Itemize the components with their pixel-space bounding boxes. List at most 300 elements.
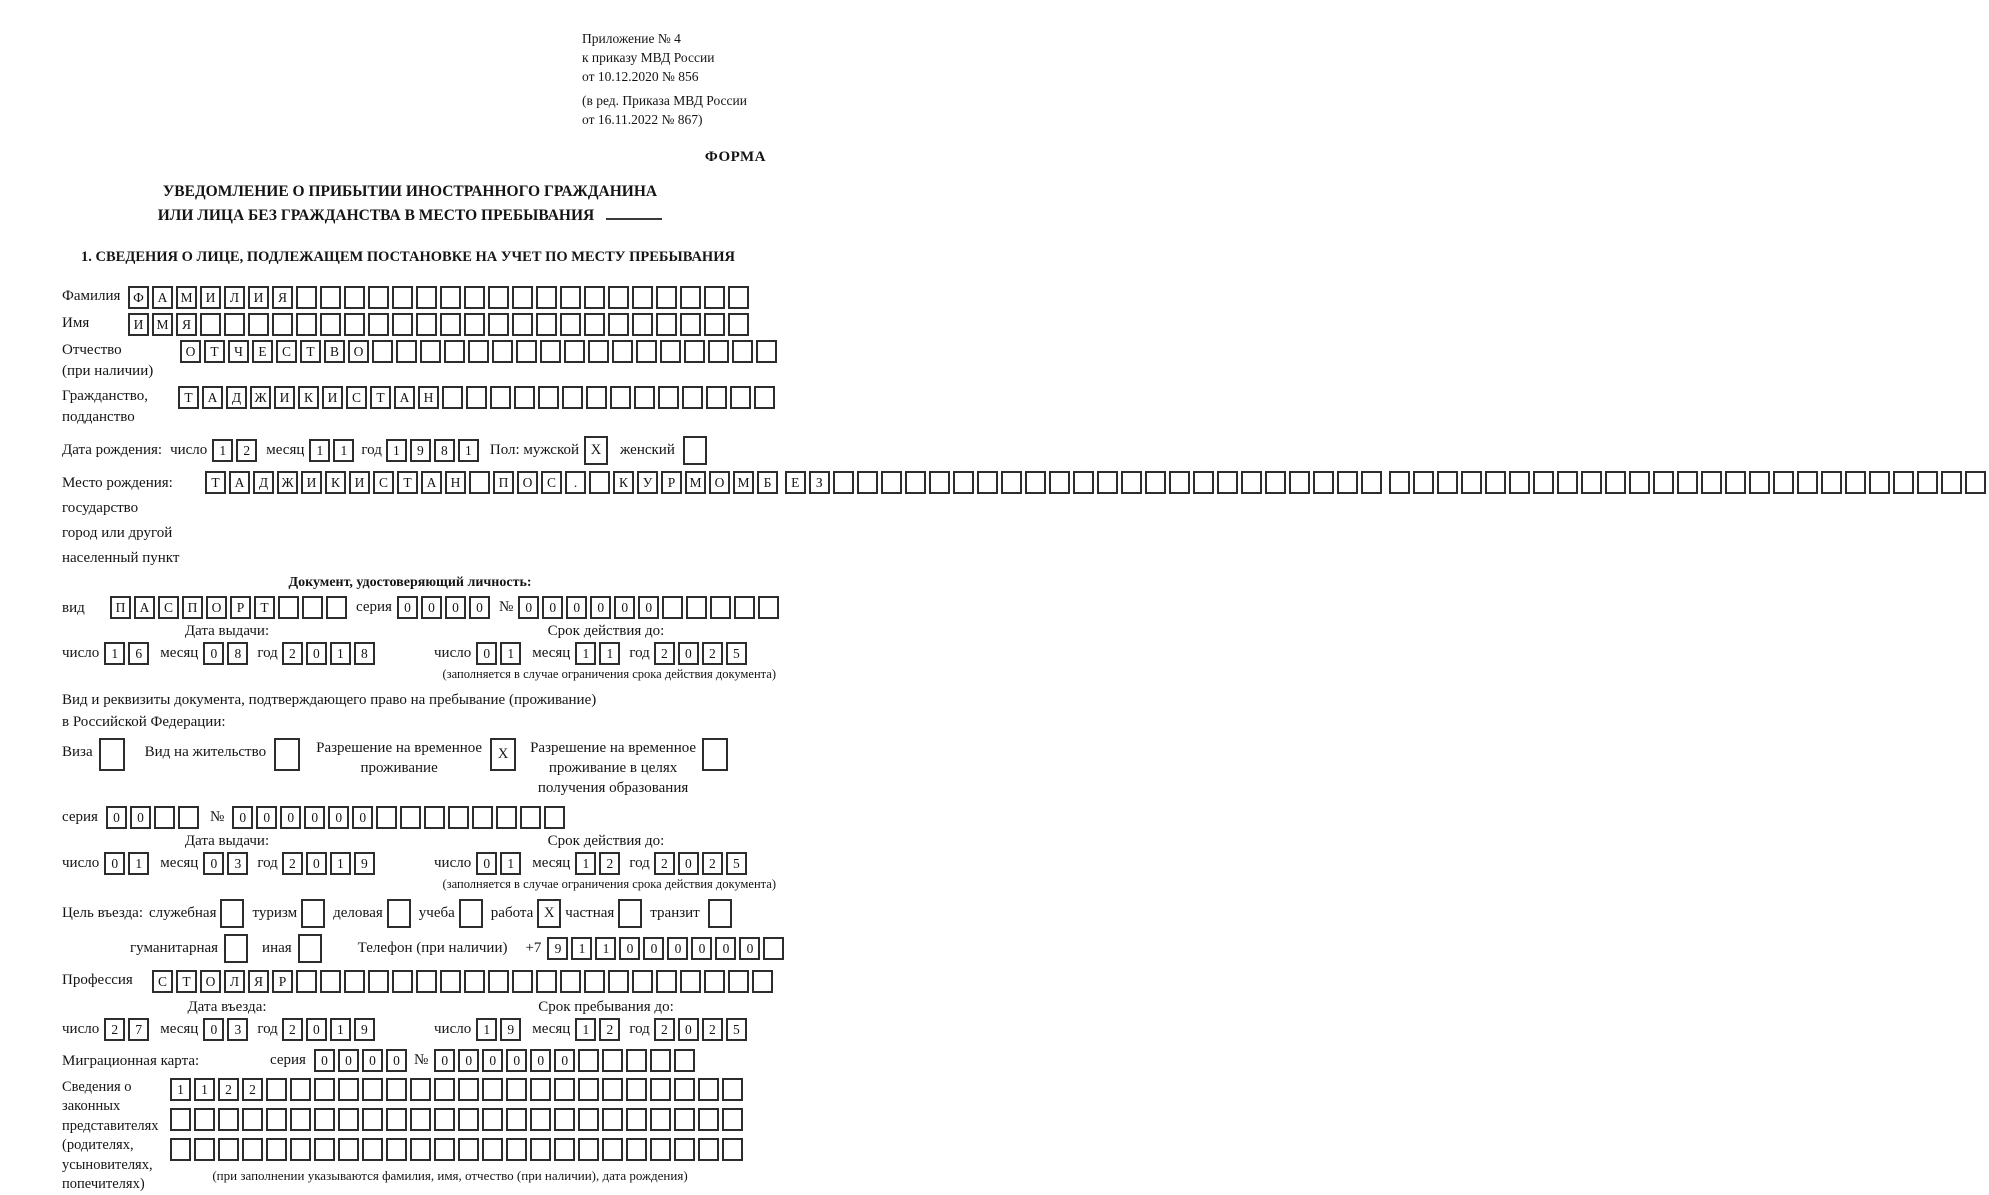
char-box[interactable]: А bbox=[229, 471, 250, 494]
char-box[interactable] bbox=[756, 340, 777, 363]
char-box[interactable]: Ж bbox=[277, 471, 298, 494]
char-box[interactable]: 1 bbox=[599, 642, 620, 665]
purpose-business-checkbox[interactable] bbox=[387, 899, 411, 928]
char-box[interactable] bbox=[338, 1078, 359, 1101]
stay-month[interactable] bbox=[575, 1018, 623, 1041]
char-box[interactable]: 9 bbox=[500, 1018, 521, 1041]
char-box[interactable] bbox=[194, 1108, 215, 1131]
char-box[interactable]: 0 bbox=[232, 806, 253, 829]
residence-valid-year[interactable] bbox=[654, 852, 750, 875]
char-box[interactable] bbox=[420, 340, 441, 363]
char-box[interactable] bbox=[706, 386, 727, 409]
char-box[interactable]: 1 bbox=[330, 852, 351, 875]
char-box[interactable] bbox=[266, 1138, 287, 1161]
char-box[interactable] bbox=[536, 286, 557, 309]
char-box[interactable] bbox=[296, 970, 317, 993]
char-box[interactable]: 1 bbox=[575, 852, 596, 875]
char-box[interactable] bbox=[464, 286, 485, 309]
char-box[interactable] bbox=[650, 1078, 671, 1101]
char-box[interactable] bbox=[660, 340, 681, 363]
identity-valid-year[interactable] bbox=[654, 642, 750, 665]
char-box[interactable]: 0 bbox=[203, 1018, 224, 1041]
char-box[interactable] bbox=[440, 286, 461, 309]
purpose-official-checkbox[interactable] bbox=[220, 899, 244, 928]
char-box[interactable] bbox=[754, 386, 775, 409]
char-box[interactable] bbox=[578, 1049, 599, 1072]
char-box[interactable] bbox=[680, 970, 701, 993]
char-box[interactable] bbox=[362, 1078, 383, 1101]
char-box[interactable]: 1 bbox=[333, 439, 354, 462]
char-box[interactable] bbox=[338, 1138, 359, 1161]
char-box[interactable] bbox=[1485, 471, 1506, 494]
char-box[interactable] bbox=[602, 1078, 623, 1101]
char-box[interactable]: 0 bbox=[691, 937, 712, 960]
char-box[interactable]: 2 bbox=[282, 642, 303, 665]
char-box[interactable] bbox=[440, 970, 461, 993]
char-box[interactable]: 1 bbox=[386, 439, 407, 462]
char-box[interactable] bbox=[680, 286, 701, 309]
char-box[interactable]: Т bbox=[300, 340, 321, 363]
char-box[interactable] bbox=[506, 1108, 527, 1131]
char-box[interactable] bbox=[434, 1108, 455, 1131]
char-box[interactable]: Т bbox=[254, 596, 275, 619]
char-box[interactable] bbox=[728, 970, 749, 993]
char-box[interactable] bbox=[170, 1108, 191, 1131]
char-box[interactable] bbox=[320, 286, 341, 309]
char-box[interactable]: 0 bbox=[518, 596, 539, 619]
char-box[interactable]: У bbox=[637, 471, 658, 494]
char-box[interactable] bbox=[368, 970, 389, 993]
identity-kind-boxes[interactable] bbox=[110, 596, 350, 619]
char-box[interactable]: 2 bbox=[654, 642, 675, 665]
char-box[interactable] bbox=[296, 286, 317, 309]
char-box[interactable]: 0 bbox=[338, 1049, 359, 1072]
char-box[interactable] bbox=[626, 1078, 647, 1101]
residence-issue-month[interactable] bbox=[203, 852, 251, 875]
char-box[interactable]: 0 bbox=[667, 937, 688, 960]
char-box[interactable]: 1 bbox=[476, 1018, 497, 1041]
purpose-humanitarian-checkbox[interactable] bbox=[224, 934, 248, 963]
char-box[interactable]: А bbox=[421, 471, 442, 494]
char-box[interactable]: 2 bbox=[104, 1018, 125, 1041]
char-box[interactable] bbox=[560, 313, 581, 336]
phone-boxes[interactable] bbox=[547, 937, 787, 960]
char-box[interactable]: О bbox=[348, 340, 369, 363]
char-box[interactable] bbox=[1389, 471, 1410, 494]
char-box[interactable] bbox=[154, 806, 175, 829]
char-box[interactable]: 0 bbox=[476, 642, 497, 665]
char-box[interactable] bbox=[488, 970, 509, 993]
char-box[interactable]: Е bbox=[785, 471, 806, 494]
char-box[interactable] bbox=[722, 1108, 743, 1131]
char-box[interactable]: 9 bbox=[410, 439, 431, 462]
char-box[interactable]: Т bbox=[176, 970, 197, 993]
char-box[interactable]: П bbox=[493, 471, 514, 494]
char-box[interactable]: 9 bbox=[354, 852, 375, 875]
char-box[interactable] bbox=[530, 1108, 551, 1131]
char-box[interactable] bbox=[386, 1108, 407, 1131]
char-box[interactable]: Р bbox=[272, 970, 293, 993]
char-box[interactable] bbox=[170, 1138, 191, 1161]
char-box[interactable] bbox=[554, 1108, 575, 1131]
char-box[interactable] bbox=[857, 471, 878, 494]
char-box[interactable] bbox=[1653, 471, 1674, 494]
char-box[interactable]: 1 bbox=[194, 1078, 215, 1101]
char-box[interactable] bbox=[314, 1108, 335, 1131]
char-box[interactable] bbox=[290, 1138, 311, 1161]
citizenship-boxes[interactable] bbox=[178, 386, 778, 409]
char-box[interactable]: Ч bbox=[228, 340, 249, 363]
char-box[interactable] bbox=[290, 1108, 311, 1131]
char-box[interactable] bbox=[488, 313, 509, 336]
char-box[interactable] bbox=[929, 471, 950, 494]
char-box[interactable] bbox=[472, 806, 493, 829]
char-box[interactable] bbox=[326, 596, 347, 619]
char-box[interactable]: 0 bbox=[566, 596, 587, 619]
char-box[interactable] bbox=[704, 286, 725, 309]
char-box[interactable]: М bbox=[685, 471, 706, 494]
char-box[interactable] bbox=[674, 1108, 695, 1131]
char-box[interactable]: 0 bbox=[328, 806, 349, 829]
char-box[interactable]: 0 bbox=[397, 596, 418, 619]
char-box[interactable] bbox=[602, 1138, 623, 1161]
char-box[interactable] bbox=[540, 340, 561, 363]
char-box[interactable] bbox=[516, 340, 537, 363]
char-box[interactable] bbox=[626, 1049, 647, 1072]
char-box[interactable] bbox=[400, 806, 421, 829]
char-box[interactable]: 0 bbox=[739, 937, 760, 960]
char-box[interactable] bbox=[722, 1078, 743, 1101]
char-box[interactable]: 2 bbox=[282, 852, 303, 875]
char-box[interactable] bbox=[1169, 471, 1190, 494]
char-box[interactable] bbox=[372, 340, 393, 363]
surname-boxes[interactable] bbox=[128, 286, 752, 309]
edu-residence-checkbox[interactable] bbox=[702, 738, 728, 771]
char-box[interactable]: С bbox=[373, 471, 394, 494]
char-box[interactable] bbox=[434, 1138, 455, 1161]
char-box[interactable] bbox=[1557, 471, 1578, 494]
stay-year[interactable] bbox=[654, 1018, 750, 1041]
char-box[interactable] bbox=[656, 970, 677, 993]
char-box[interactable] bbox=[704, 970, 725, 993]
char-box[interactable]: А bbox=[202, 386, 223, 409]
char-box[interactable] bbox=[1241, 471, 1262, 494]
char-box[interactable] bbox=[833, 471, 854, 494]
char-box[interactable] bbox=[386, 1138, 407, 1161]
char-box[interactable] bbox=[442, 386, 463, 409]
char-box[interactable]: 0 bbox=[476, 852, 497, 875]
char-box[interactable]: 1 bbox=[170, 1078, 191, 1101]
char-box[interactable]: 1 bbox=[330, 642, 351, 665]
char-box[interactable] bbox=[682, 386, 703, 409]
char-box[interactable] bbox=[194, 1138, 215, 1161]
char-box[interactable]: 0 bbox=[306, 1018, 327, 1041]
migration-number-boxes[interactable] bbox=[434, 1049, 698, 1072]
char-box[interactable] bbox=[564, 340, 585, 363]
char-box[interactable]: 1 bbox=[571, 937, 592, 960]
char-box[interactable] bbox=[602, 1108, 623, 1131]
char-box[interactable] bbox=[1725, 471, 1746, 494]
char-box[interactable] bbox=[632, 970, 653, 993]
char-box[interactable]: 0 bbox=[352, 806, 373, 829]
char-box[interactable] bbox=[728, 313, 749, 336]
char-box[interactable] bbox=[386, 1078, 407, 1101]
char-box[interactable] bbox=[662, 596, 683, 619]
char-box[interactable] bbox=[710, 596, 731, 619]
char-box[interactable] bbox=[536, 313, 557, 336]
char-box[interactable] bbox=[1845, 471, 1866, 494]
char-box[interactable] bbox=[1313, 471, 1334, 494]
char-box[interactable] bbox=[200, 313, 221, 336]
char-box[interactable] bbox=[1193, 471, 1214, 494]
name-boxes[interactable] bbox=[128, 313, 752, 336]
char-box[interactable] bbox=[320, 313, 341, 336]
char-box[interactable] bbox=[680, 313, 701, 336]
char-box[interactable]: Ж bbox=[250, 386, 271, 409]
char-box[interactable] bbox=[1265, 471, 1286, 494]
char-box[interactable]: 2 bbox=[599, 1018, 620, 1041]
char-box[interactable] bbox=[626, 1138, 647, 1161]
char-box[interactable] bbox=[1773, 471, 1794, 494]
birth-year-boxes[interactable] bbox=[386, 439, 482, 462]
char-box[interactable] bbox=[562, 386, 583, 409]
char-box[interactable] bbox=[492, 340, 513, 363]
char-box[interactable] bbox=[272, 313, 293, 336]
female-checkbox[interactable] bbox=[683, 436, 707, 465]
char-box[interactable] bbox=[344, 970, 365, 993]
char-box[interactable] bbox=[530, 1078, 551, 1101]
char-box[interactable]: О bbox=[206, 596, 227, 619]
char-box[interactable] bbox=[1797, 471, 1818, 494]
char-box[interactable]: 0 bbox=[542, 596, 563, 619]
char-box[interactable] bbox=[1605, 471, 1626, 494]
char-box[interactable] bbox=[612, 340, 633, 363]
char-box[interactable]: И bbox=[301, 471, 322, 494]
identity-number-boxes[interactable] bbox=[518, 596, 782, 619]
char-box[interactable]: Я bbox=[248, 970, 269, 993]
char-box[interactable]: 8 bbox=[227, 642, 248, 665]
char-box[interactable] bbox=[218, 1138, 239, 1161]
char-box[interactable] bbox=[469, 471, 490, 494]
char-box[interactable] bbox=[362, 1138, 383, 1161]
birth-place-row2[interactable] bbox=[785, 471, 1385, 494]
char-box[interactable]: Я bbox=[176, 313, 197, 336]
char-box[interactable] bbox=[1001, 471, 1022, 494]
char-box[interactable] bbox=[490, 386, 511, 409]
char-box[interactable]: 0 bbox=[314, 1049, 335, 1072]
char-box[interactable] bbox=[589, 471, 610, 494]
char-box[interactable] bbox=[448, 806, 469, 829]
char-box[interactable] bbox=[320, 970, 341, 993]
char-box[interactable]: 2 bbox=[702, 1018, 723, 1041]
char-box[interactable] bbox=[464, 970, 485, 993]
char-box[interactable]: 2 bbox=[702, 642, 723, 665]
char-box[interactable] bbox=[584, 970, 605, 993]
char-box[interactable] bbox=[730, 386, 751, 409]
char-box[interactable]: 0 bbox=[104, 852, 125, 875]
char-box[interactable] bbox=[488, 286, 509, 309]
visa-checkbox[interactable] bbox=[99, 738, 125, 771]
char-box[interactable]: Е bbox=[252, 340, 273, 363]
char-box[interactable] bbox=[266, 1078, 287, 1101]
char-box[interactable]: 1 bbox=[595, 937, 616, 960]
char-box[interactable] bbox=[1629, 471, 1650, 494]
purpose-private-checkbox[interactable] bbox=[618, 899, 642, 928]
char-box[interactable]: 0 bbox=[106, 806, 127, 829]
char-box[interactable] bbox=[1437, 471, 1458, 494]
char-box[interactable]: 2 bbox=[242, 1078, 263, 1101]
representatives-row2[interactable] bbox=[170, 1108, 746, 1131]
birth-month-boxes[interactable] bbox=[309, 439, 357, 462]
char-box[interactable]: 0 bbox=[638, 596, 659, 619]
migration-series-boxes[interactable] bbox=[314, 1049, 410, 1072]
residence-valid-day[interactable] bbox=[476, 852, 524, 875]
char-box[interactable] bbox=[608, 970, 629, 993]
char-box[interactable] bbox=[544, 806, 565, 829]
temp-residence-checkbox[interactable]: X bbox=[490, 738, 516, 771]
char-box[interactable] bbox=[578, 1078, 599, 1101]
char-box[interactable]: М bbox=[733, 471, 754, 494]
char-box[interactable] bbox=[732, 340, 753, 363]
char-box[interactable] bbox=[560, 286, 581, 309]
char-box[interactable]: 0 bbox=[530, 1049, 551, 1072]
char-box[interactable]: 0 bbox=[306, 642, 327, 665]
char-box[interactable]: 0 bbox=[434, 1049, 455, 1072]
char-box[interactable]: 9 bbox=[547, 937, 568, 960]
stay-day[interactable] bbox=[476, 1018, 524, 1041]
char-box[interactable]: К bbox=[613, 471, 634, 494]
char-box[interactable] bbox=[656, 313, 677, 336]
char-box[interactable]: 8 bbox=[354, 642, 375, 665]
char-box[interactable]: 0 bbox=[130, 806, 151, 829]
char-box[interactable]: 0 bbox=[715, 937, 736, 960]
char-box[interactable]: К bbox=[325, 471, 346, 494]
char-box[interactable] bbox=[482, 1138, 503, 1161]
char-box[interactable] bbox=[602, 1049, 623, 1072]
char-box[interactable]: С bbox=[158, 596, 179, 619]
char-box[interactable]: 1 bbox=[458, 439, 479, 462]
char-box[interactable] bbox=[458, 1078, 479, 1101]
char-box[interactable]: 0 bbox=[203, 642, 224, 665]
char-box[interactable] bbox=[416, 286, 437, 309]
char-box[interactable] bbox=[752, 970, 773, 993]
char-box[interactable] bbox=[560, 970, 581, 993]
char-box[interactable] bbox=[1461, 471, 1482, 494]
char-box[interactable] bbox=[977, 471, 998, 494]
char-box[interactable]: 0 bbox=[506, 1049, 527, 1072]
char-box[interactable] bbox=[440, 313, 461, 336]
char-box[interactable] bbox=[698, 1108, 719, 1131]
char-box[interactable]: М bbox=[152, 313, 173, 336]
char-box[interactable] bbox=[610, 386, 631, 409]
char-box[interactable] bbox=[224, 313, 245, 336]
char-box[interactable]: Б bbox=[757, 471, 778, 494]
char-box[interactable] bbox=[1965, 471, 1986, 494]
char-box[interactable] bbox=[410, 1138, 431, 1161]
char-box[interactable] bbox=[458, 1138, 479, 1161]
char-box[interactable] bbox=[1025, 471, 1046, 494]
char-box[interactable] bbox=[290, 1078, 311, 1101]
char-box[interactable]: 0 bbox=[386, 1049, 407, 1072]
char-box[interactable]: Т bbox=[397, 471, 418, 494]
birth-day-boxes[interactable] bbox=[212, 439, 260, 462]
char-box[interactable]: А bbox=[152, 286, 173, 309]
char-box[interactable]: К bbox=[298, 386, 319, 409]
char-box[interactable] bbox=[626, 1108, 647, 1131]
char-box[interactable] bbox=[728, 286, 749, 309]
char-box[interactable]: 0 bbox=[482, 1049, 503, 1072]
char-box[interactable] bbox=[416, 313, 437, 336]
char-box[interactable] bbox=[242, 1108, 263, 1131]
char-box[interactable] bbox=[634, 386, 655, 409]
char-box[interactable] bbox=[512, 286, 533, 309]
char-box[interactable]: П bbox=[182, 596, 203, 619]
char-box[interactable] bbox=[584, 313, 605, 336]
char-box[interactable] bbox=[368, 313, 389, 336]
char-box[interactable] bbox=[608, 313, 629, 336]
char-box[interactable]: О bbox=[709, 471, 730, 494]
char-box[interactable] bbox=[248, 313, 269, 336]
char-box[interactable] bbox=[1337, 471, 1358, 494]
char-box[interactable]: А bbox=[134, 596, 155, 619]
char-box[interactable] bbox=[650, 1108, 671, 1131]
char-box[interactable]: И bbox=[128, 313, 149, 336]
char-box[interactable] bbox=[650, 1138, 671, 1161]
char-box[interactable] bbox=[396, 340, 417, 363]
char-box[interactable]: С bbox=[152, 970, 173, 993]
char-box[interactable]: 1 bbox=[104, 642, 125, 665]
char-box[interactable] bbox=[362, 1108, 383, 1131]
char-box[interactable]: М bbox=[176, 286, 197, 309]
char-box[interactable]: С bbox=[276, 340, 297, 363]
char-box[interactable] bbox=[1217, 471, 1238, 494]
char-box[interactable] bbox=[506, 1138, 527, 1161]
char-box[interactable] bbox=[658, 386, 679, 409]
char-box[interactable] bbox=[554, 1138, 575, 1161]
male-checkbox[interactable]: X bbox=[584, 436, 608, 465]
profession-boxes[interactable] bbox=[152, 970, 776, 993]
char-box[interactable]: И bbox=[200, 286, 221, 309]
char-box[interactable] bbox=[392, 313, 413, 336]
entry-year[interactable] bbox=[282, 1018, 378, 1041]
char-box[interactable] bbox=[1097, 471, 1118, 494]
char-box[interactable] bbox=[636, 340, 657, 363]
char-box[interactable] bbox=[588, 340, 609, 363]
purpose-other-checkbox[interactable] bbox=[298, 934, 322, 963]
char-box[interactable]: Т bbox=[178, 386, 199, 409]
char-box[interactable]: П bbox=[110, 596, 131, 619]
char-box[interactable] bbox=[656, 286, 677, 309]
residence-valid-month[interactable] bbox=[575, 852, 623, 875]
char-box[interactable] bbox=[536, 970, 557, 993]
char-box[interactable]: Т bbox=[370, 386, 391, 409]
char-box[interactable]: Р bbox=[230, 596, 251, 619]
char-box[interactable]: И bbox=[322, 386, 343, 409]
birth-place-row1[interactable] bbox=[205, 471, 781, 494]
char-box[interactable] bbox=[1869, 471, 1890, 494]
char-box[interactable] bbox=[708, 340, 729, 363]
char-box[interactable] bbox=[1701, 471, 1722, 494]
char-box[interactable] bbox=[434, 1078, 455, 1101]
residence-permit-checkbox[interactable] bbox=[274, 738, 300, 771]
char-box[interactable]: 0 bbox=[362, 1049, 383, 1072]
char-box[interactable] bbox=[302, 596, 323, 619]
char-box[interactable] bbox=[1581, 471, 1602, 494]
char-box[interactable] bbox=[338, 1108, 359, 1131]
char-box[interactable] bbox=[392, 970, 413, 993]
char-box[interactable] bbox=[1509, 471, 1530, 494]
char-box[interactable]: 0 bbox=[256, 806, 277, 829]
